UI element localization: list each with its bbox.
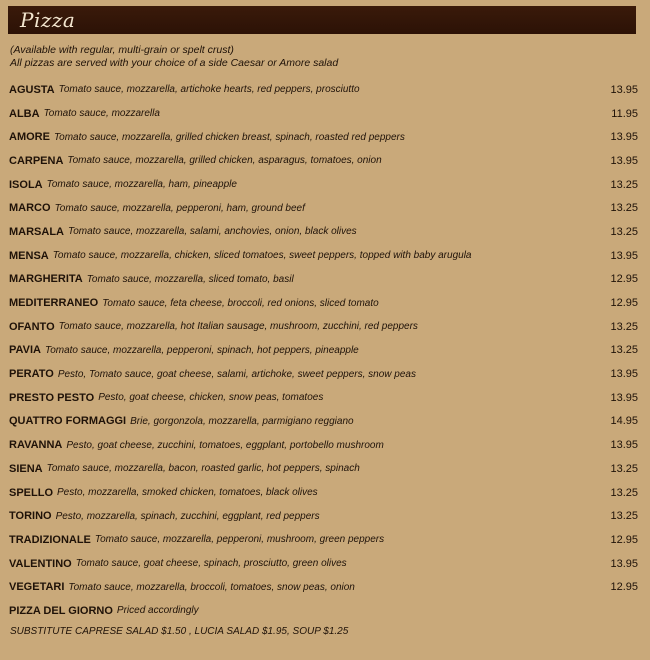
item-name: MARGHERITA bbox=[9, 273, 83, 286]
item-description: Tomato sauce, feta cheese, broccoli, red onions, sliced tomato bbox=[102, 297, 379, 309]
menu-item bbox=[0, 125, 650, 149]
item-name: MEDITERRANEO bbox=[9, 297, 99, 310]
item-name: QUATTRO FORMAGGI bbox=[9, 415, 127, 428]
menu-item bbox=[0, 481, 650, 505]
menu-intro bbox=[10, 44, 630, 70]
section-header bbox=[8, 6, 636, 34]
item-price: 12.95 bbox=[610, 297, 638, 310]
menu-item bbox=[0, 457, 650, 481]
item-name: AGUSTA bbox=[9, 83, 55, 96]
item-description: Pesto, mozzarella, spinach, zucchini, eggplant, red peppers bbox=[55, 510, 320, 522]
menu-list bbox=[0, 78, 650, 623]
menu-item bbox=[0, 315, 650, 339]
menu-item bbox=[0, 552, 650, 576]
item-price: 13.95 bbox=[610, 368, 638, 381]
item-price: 11.95 bbox=[611, 107, 638, 120]
item-description: Tomato sauce, mozzarella, grilled chicken breast, spinach, roasted red peppers bbox=[53, 131, 405, 143]
item-description: Brie, gorgonzola, mozzarella, parmigiano reggiano bbox=[130, 415, 354, 427]
item-name: RAVANNA bbox=[9, 439, 63, 452]
section-title: Pizza bbox=[20, 8, 76, 32]
menu-item bbox=[0, 102, 650, 126]
item-price: 13.25 bbox=[610, 462, 638, 475]
item-name: OFANTO bbox=[9, 320, 55, 333]
item-name: MENSA bbox=[9, 249, 49, 262]
item-price: 13.95 bbox=[610, 557, 638, 570]
item-price: 13.95 bbox=[610, 83, 638, 96]
item-price: 13.95 bbox=[610, 131, 638, 144]
item-description: Tomato sauce, goat cheese, spinach, prosciutto, green olives bbox=[75, 558, 347, 570]
item-price: 13.25 bbox=[610, 202, 638, 215]
item-name: CARPENA bbox=[9, 154, 64, 167]
menu-item bbox=[0, 268, 650, 292]
item-description: Tomato sauce, mozzarella, artichoke hearts, red peppers, prosciutto bbox=[58, 84, 360, 96]
item-name: AMORE bbox=[9, 131, 50, 144]
menu-item bbox=[0, 575, 650, 599]
item-name: TORINO bbox=[9, 510, 52, 523]
item-name: VEGETARI bbox=[9, 581, 65, 594]
item-name: TRADIZIONALE bbox=[9, 533, 91, 546]
item-description: Tomato sauce, mozzarella, sliced tomato, basil bbox=[86, 273, 294, 285]
item-description: Tomato sauce, mozzarella, chicken, sliced tomatoes, sweet peppers, topped with baby arugula bbox=[52, 250, 472, 262]
item-description: Pesto, mozzarella, smoked chicken, tomatoes, black olives bbox=[57, 487, 318, 499]
item-description: Tomato sauce, mozzarella, hot Italian sausage, mushroom, zucchini, red peppers bbox=[58, 321, 418, 333]
item-description: Pesto, Tomato sauce, goat cheese, salami, artichoke, sweet peppers, snow peas bbox=[57, 368, 416, 380]
item-price: 13.25 bbox=[610, 486, 638, 499]
item-description: Priced accordingly bbox=[116, 605, 199, 617]
item-description: Tomato sauce, mozzarella, salami, anchovies, onion, black olives bbox=[68, 226, 357, 238]
menu-item bbox=[0, 220, 650, 244]
menu-item bbox=[0, 386, 650, 410]
item-description: Tomato sauce, mozzarella bbox=[43, 108, 160, 120]
item-price: 13.25 bbox=[610, 510, 638, 523]
item-description: Pesto, goat cheese, zucchini, tomatoes, eggplant, portobello mushroom bbox=[66, 439, 384, 451]
item-price: 12.95 bbox=[610, 581, 638, 594]
item-price: 13.25 bbox=[610, 225, 638, 238]
item-name: PAVIA bbox=[9, 344, 41, 357]
item-name: PRESTO PESTO bbox=[9, 391, 95, 404]
item-price: 12.95 bbox=[610, 273, 638, 286]
item-name: VALENTINO bbox=[9, 557, 72, 570]
menu-item bbox=[0, 244, 650, 268]
item-description: Tomato sauce, mozzarella, ham, pineapple bbox=[46, 179, 237, 191]
item-name: ISOLA bbox=[9, 178, 43, 191]
salad-note: All pizzas are served with your choice of a side Caesar or Amore salad bbox=[10, 57, 339, 69]
item-description: Tomato sauce, mozzarella, broccoli, tomatoes, snow peas, onion bbox=[68, 581, 355, 593]
item-name: MARSALA bbox=[9, 225, 64, 238]
item-name: SIENA bbox=[9, 462, 43, 475]
item-description: Tomato sauce, mozzarella, pepperoni, spinach, hot peppers, pineapple bbox=[45, 344, 359, 356]
menu-item bbox=[0, 599, 650, 623]
item-description: Tomato sauce, mozzarella, grilled chicken, asparagus, tomatoes, onion bbox=[67, 155, 382, 167]
menu-item bbox=[0, 149, 650, 173]
item-price: 13.95 bbox=[610, 154, 638, 167]
menu-item bbox=[0, 504, 650, 528]
menu-item bbox=[0, 173, 650, 197]
menu-item bbox=[0, 78, 650, 102]
item-name: ALBA bbox=[9, 107, 40, 120]
crust-note: (Available with regular, multi-grain or spelt crust) bbox=[10, 44, 234, 56]
item-price: 12.95 bbox=[610, 533, 638, 546]
menu-item bbox=[0, 410, 650, 434]
substitution-note: SUBSTITUTE CAPRESE SALAD $1.50 , LUCIA SALAD $1.95, SOUP $1.25 bbox=[10, 626, 349, 637]
item-price: 13.25 bbox=[610, 320, 638, 333]
menu-item bbox=[0, 291, 650, 315]
menu-item bbox=[0, 196, 650, 220]
item-price: 13.95 bbox=[610, 249, 638, 262]
item-price: 13.25 bbox=[610, 344, 638, 357]
item-name: PIZZA DEL GIORNO bbox=[9, 604, 113, 617]
menu-item bbox=[0, 339, 650, 363]
item-name: SPELLO bbox=[9, 486, 54, 499]
menu-item bbox=[0, 362, 650, 386]
item-price: 13.95 bbox=[610, 391, 638, 404]
item-price: 13.95 bbox=[610, 439, 638, 452]
item-price: 14.95 bbox=[610, 415, 638, 428]
item-description: Tomato sauce, mozzarella, pepperoni, mushroom, green peppers bbox=[94, 534, 385, 546]
item-description: Pesto, goat cheese, chicken, snow peas, tomatoes bbox=[98, 392, 324, 404]
menu-item bbox=[0, 528, 650, 552]
item-price: 13.25 bbox=[610, 178, 638, 191]
menu-item bbox=[0, 433, 650, 457]
item-description: Tomato sauce, mozzarella, pepperoni, ham, ground beef bbox=[54, 202, 305, 214]
item-name: PERATO bbox=[9, 368, 54, 381]
item-name: MARCO bbox=[9, 202, 51, 215]
item-description: Tomato sauce, mozzarella, bacon, roasted garlic, hot peppers, spinach bbox=[46, 463, 360, 475]
